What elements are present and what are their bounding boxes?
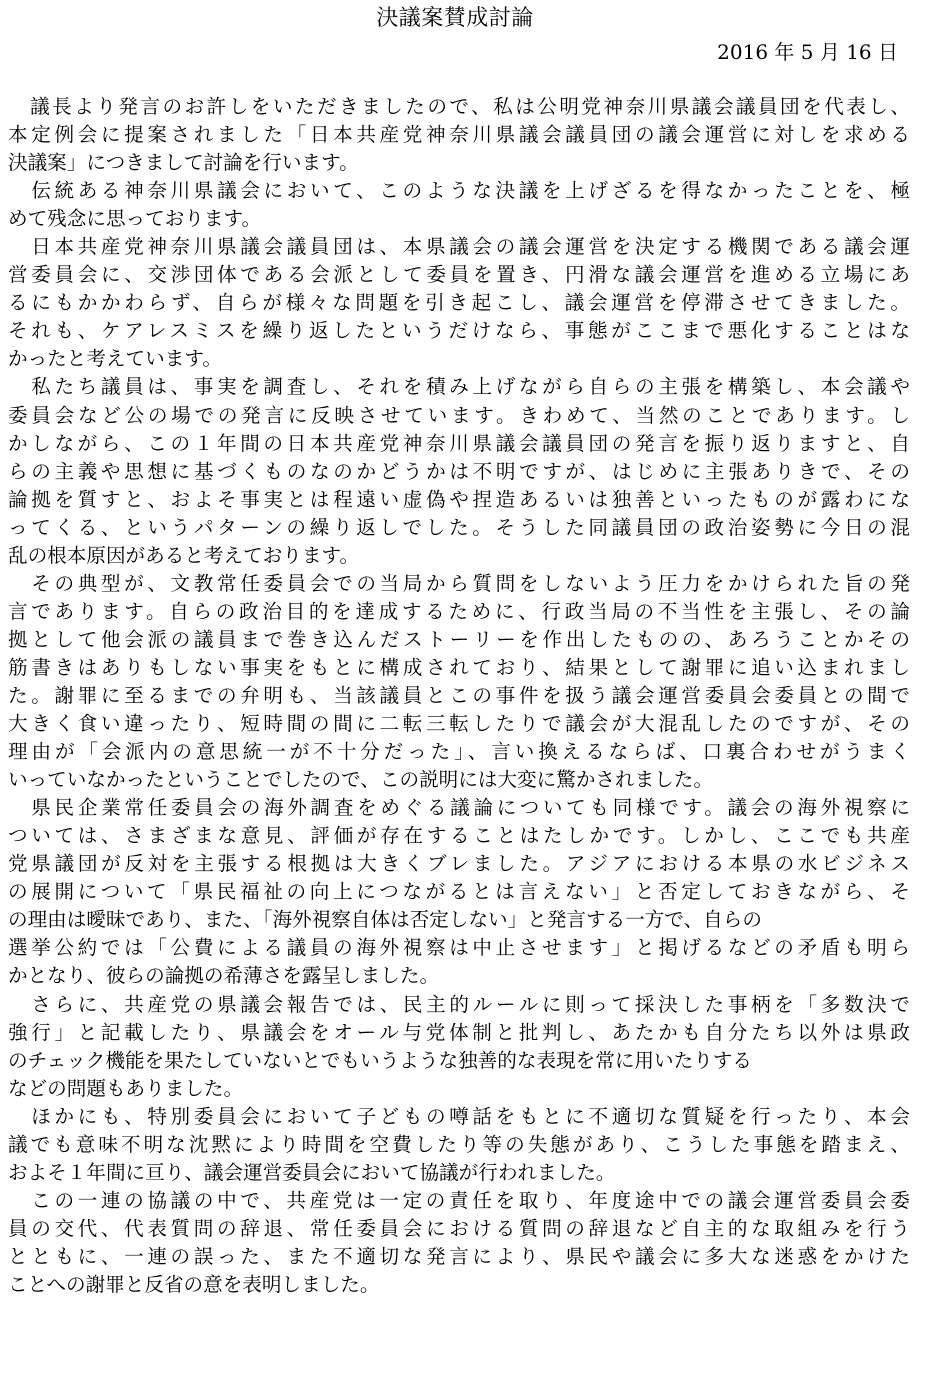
text-line: かったと考えています。 <box>8 347 222 371</box>
text-line: のチェック機能を果たしていないとでもいうような独善的な表現を常に用いたりする <box>8 1048 752 1072</box>
text-line: 議長より発言のお許しをいただきましたので、私は公明党神奈川県議会議員団を代表し、 <box>8 95 910 118</box>
text-line: るにもかかわらず、自らが様々な問題を引き起こし、議会運営を停滞させてきました。 <box>8 291 910 315</box>
text-line: 日本共産党神奈川県議会議員団は、本県議会の議会運営を決定する機関である議会運 <box>8 235 910 259</box>
text-line: それも、ケアレスミスを繰り返したというだけなら、事態がここまで悪化することはな <box>8 319 910 343</box>
text-line: かとなり、彼らの論拠の希薄さを露呈しました。 <box>8 964 440 988</box>
text-line: 議でも意味不明な沈黙により時間を空費したり等の失態があり、こうした事態を踏まえ、 <box>8 1132 910 1156</box>
text-line: ほかにも、特別委員会において子どもの噂話をもとに不適切な質疑を行ったり、本会 <box>8 1104 910 1128</box>
text-line: 強行」と記載したり、県議会をオール与党体制と批判し、あたかも自分たち以外は県政 <box>8 1020 910 1044</box>
text-line: 伝統ある神奈川県議会において、このような決議を上げざるを得なかったことを、極 <box>8 179 910 203</box>
text-line: 大きく食い違ったり、短時間の間に二転三転したりで議会が大混乱したのですが、その <box>8 712 910 736</box>
text-line: いっていなかったということでしたので、この説明には大変に驚かされました。 <box>8 768 713 792</box>
text-line: 決議案」につきまして討論を行います。 <box>8 151 359 175</box>
text-line: 私たち議員は、事実を調査し、それを積み上げながら自らの主張を構築し、本会議や <box>8 375 910 399</box>
text-line: 筋書きはありもしない事実をもとに構成されており、結果として謝罪に追い込まれまし <box>8 655 910 679</box>
text-line: の理由は曖昧であり、また、「海外視察自体は否定しない」と発言する一方で、自らの <box>8 908 762 932</box>
text-line: めて残念に思っております。 <box>8 207 262 231</box>
text-line: その典型が、文教常任委員会での当局から質問をしないよう圧力をかけられた旨の発 <box>8 571 910 595</box>
document-date: 2016 年 5 月 16 日 <box>717 40 898 64</box>
text-line: た。謝罪に至るまでの弁明も、当該議員とこの事件を扱う議会運営委員会委員との間で <box>8 683 910 707</box>
text-line: の展開について「県民福祉の向上につながるとは言えない」と否定しておきながら、そ <box>8 880 910 904</box>
text-line: さらに、共産党の県議会報告では、民主的ルールに則って採決した事柄を「多数決で <box>8 992 910 1016</box>
text-line: ってくる、というパターンの繰り返しでした。そうした同議員団の政治姿勢に今日の混 <box>8 515 910 539</box>
document-title: 決議案賛成討論 <box>376 6 534 31</box>
text-line: 本定例会に提案されました「日本共産党神奈川県議会議員団の議会運営に対しを求める <box>8 123 910 147</box>
text-line: ことへの謝罪と反省の意を表明しました。 <box>8 1272 380 1296</box>
text-line: 選挙公約では「公費による議員の海外視察は中止させます」と掲げるなどの矛盾も明ら <box>8 936 910 960</box>
text-line: 乱の根本原因があると考えております。 <box>8 543 360 567</box>
text-line: らの主義や思想に基づくものなのかどうかは不明ですが、はじめに主張ありきで、その <box>8 459 910 483</box>
text-line: 党県議団が反対を主張する根拠は大きくブレました。アジアにおける本県の水ビジネス <box>8 852 910 876</box>
text-line: かしながら、この１年間の日本共産党神奈川県議会議員団の発言を振り返りますと、自 <box>8 431 910 455</box>
text-line: 営委員会に、交渉団体である会派として委員を置き、円滑な議会運営を進める立場にあ <box>8 263 910 287</box>
text-line: ついては、さまざまな意見、評価が存在することはたしかです。しかし、ここでも共産 <box>8 824 910 848</box>
text-line: 言であります。自らの政治目的を達成するために、行政当局の不当性を主張し、その論 <box>8 599 910 623</box>
text-line: などの問題もありました。 <box>8 1076 244 1100</box>
text-line: この一連の協議の中で、共産党は一定の責任を取り、年度途中での議会運営委員会委 <box>8 1188 910 1212</box>
text-line: 理由が「会派内の意思統一が不十分だった」、言い換えるならば、口裏合わせがうまく <box>8 740 910 764</box>
text-line: およそ１年間に亘り、議会運営委員会において協議が行われました。 <box>8 1160 616 1184</box>
text-line: 拠として他会派の議員まで巻き込んだストーリーを作出したものの、あろうことかその <box>8 627 910 651</box>
text-line: とともに、一連の誤った、また不適切な発言により、県民や議会に多大な迷惑をかけた <box>8 1244 910 1268</box>
text-line: 委員会など公の場での発言に反映させています。きわめて、当然のことであります。し <box>8 403 910 427</box>
text-line: 県民企業常任委員会の海外調査をめぐる議論についても同様です。議会の海外視察に <box>8 796 910 820</box>
text-line: 員の交代、代表質問の辞退、常任委員会における質問の辞退など自主的な取組みを行う <box>8 1216 910 1240</box>
document-body <box>8 93 910 1299</box>
text-line: 論拠を質すと、およそ事実とは程遠い虚偽や捏造あるいは独善といったものが露わにな <box>8 487 910 511</box>
